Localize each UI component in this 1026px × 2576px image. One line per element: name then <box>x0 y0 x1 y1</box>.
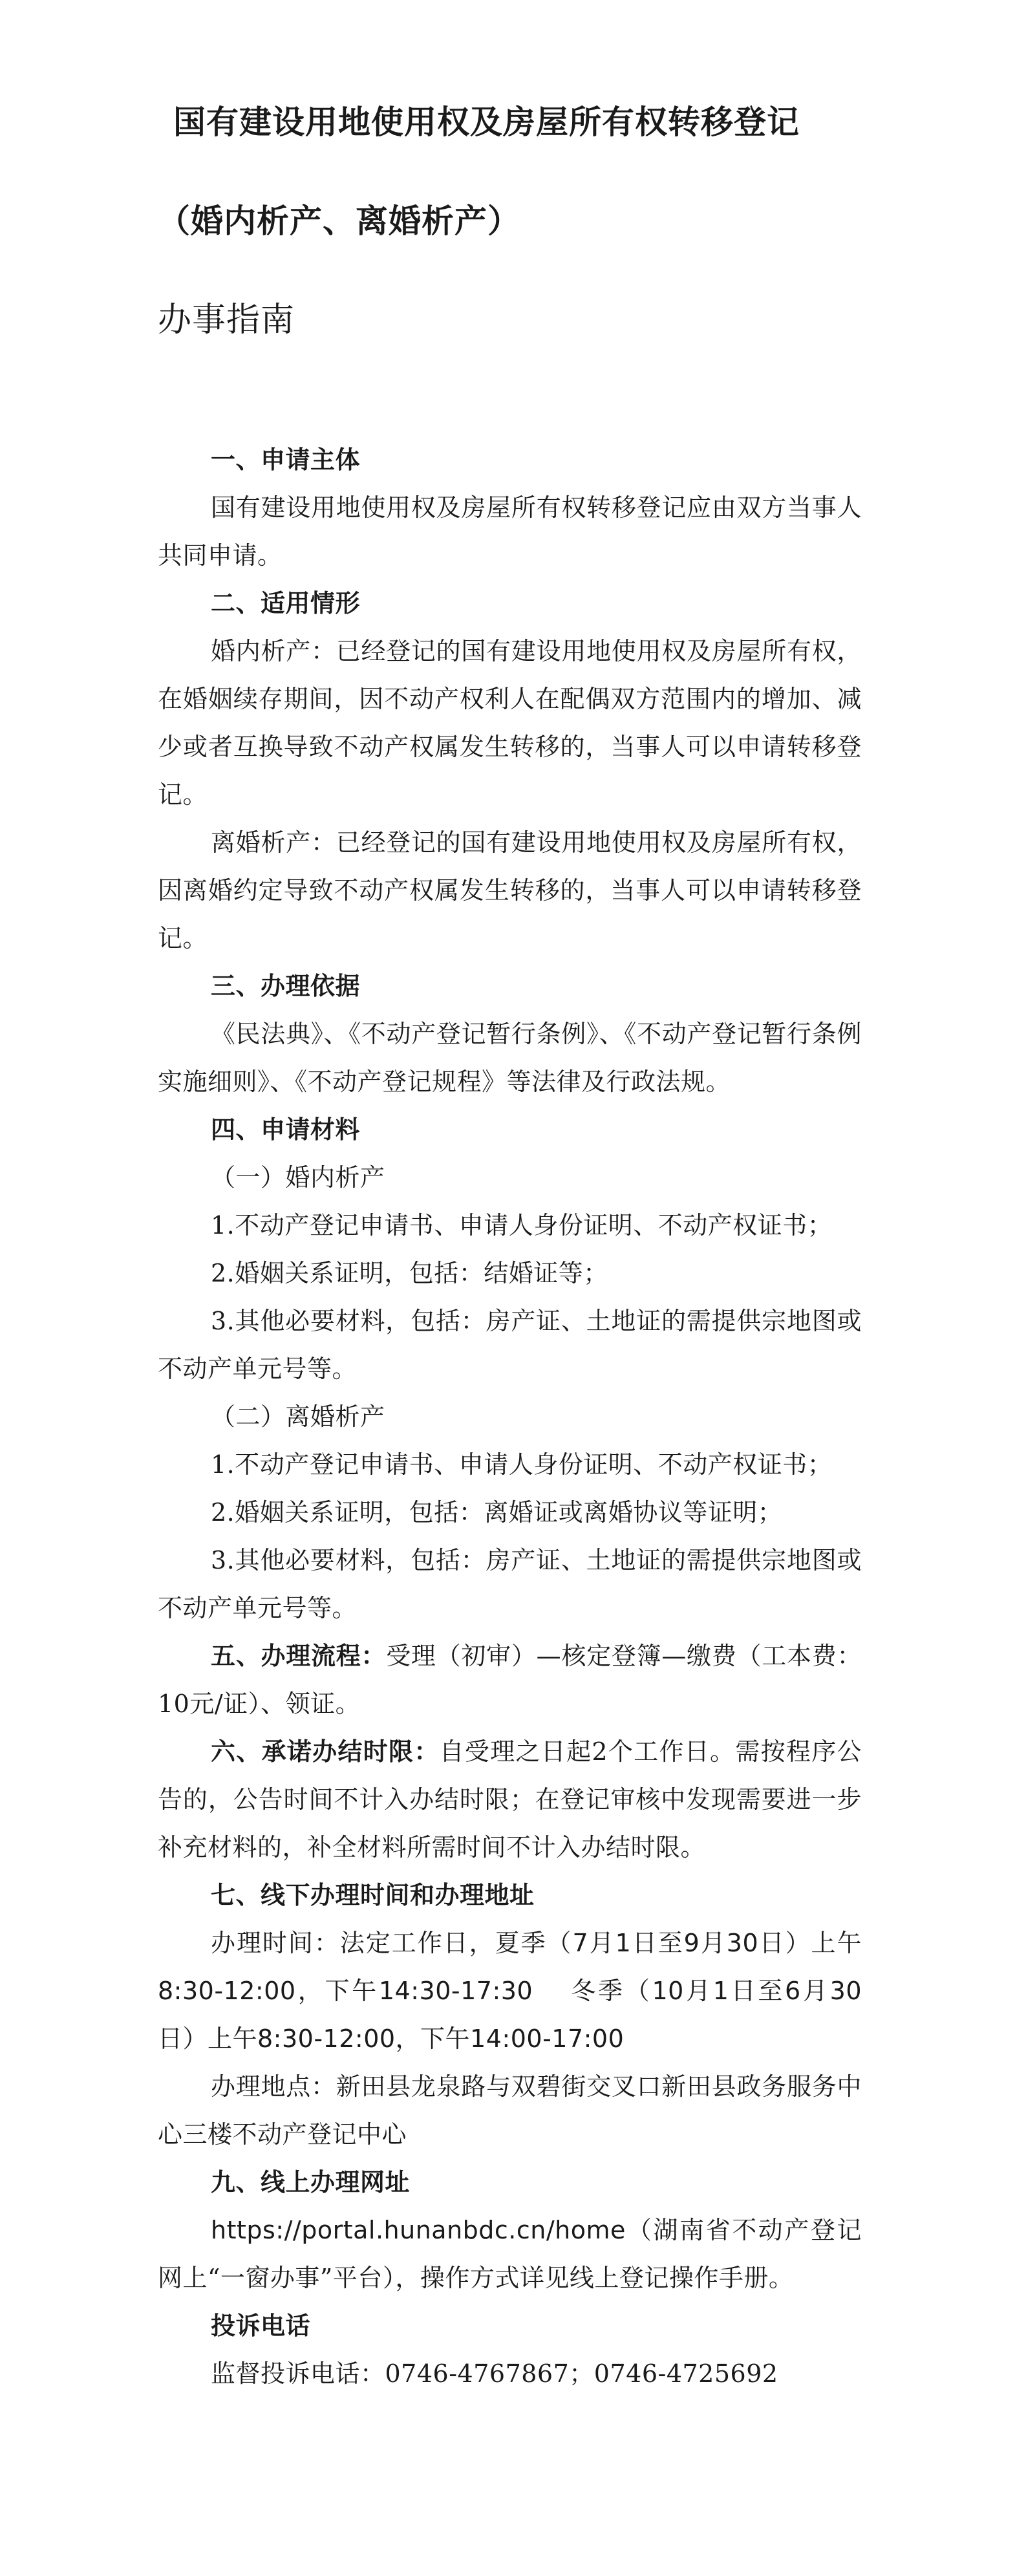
office-address: 办理地点：新田县龙泉路与双碧街交叉口新田县政务服务中心三楼不动产登记中心 <box>158 2072 862 2149</box>
office-hours-summer: 办理时间：法定工作日，夏季（7月1日至9月30日）上午8:30-12:00，下午14:30-17:30 <box>158 1929 862 2005</box>
materials-sub-heading-divorce: （二）离婚析产 <box>211 1402 385 1431</box>
guide-heading: 办事指南 <box>158 301 295 339</box>
section-text-applicant: 国有建设用地使用权及房屋所有权转移登记应由双方当事人共同申请。 <box>158 493 862 570</box>
section-heading-time-limit: 六、承诺办结时限： <box>211 1737 440 1766</box>
section-heading-situations: 二、适用情形 <box>211 589 361 617</box>
section-text-process: 受理（初审）—核定登簿—缴费（工本费：10元/证）、领证。 <box>158 1642 862 1718</box>
section-process <box>158 1632 862 1728</box>
document-subtitle: （婚内析产、离婚析产） <box>158 202 520 240</box>
list-item: 2.婚姻关系证明，包括：离婚证或离婚协议等证明； <box>211 1498 783 1527</box>
list-item: 3.其他必要材料，包括：房产证、土地证的需提供宗地图或不动产单元号等。 <box>158 1307 862 1383</box>
section-text-time-limit: 自受理之日起2个工作日。需按程序公告的，公告时间不计入办结时限；在登记审核中发现需要进一步补充材料的，补全材料所需时间不计入办结时限。 <box>158 1737 862 1862</box>
section-heading-applicant: 一、申请主体 <box>211 445 361 474</box>
list-item: 2.婚姻关系证明，包括：结婚证等； <box>211 1259 608 1287</box>
situation-text: ：已经登记的国有建设用地使用权及房屋所有权，因离婚约定导致不动产权属发生转移的，当事人可以申请转移登记。 <box>158 828 862 952</box>
materials-sub-heading-marital: （一）婚内析产 <box>211 1163 385 1192</box>
situation-divorce-division <box>158 819 862 962</box>
situation-label: 婚内析产 <box>211 637 311 665</box>
online-info <box>158 2206 862 2302</box>
office-hours-winter: 冬季（10月1日至6月30日）上午8:30-12:00，下午14:00-17:00 <box>158 1977 862 2053</box>
section-heading-offline: 七、线下办理时间和办理地址 <box>211 1881 535 1909</box>
document-body <box>158 436 862 2398</box>
situation-text: ：已经登记的国有建设用地使用权及房屋所有权，在婚姻续存期间，因不动产权利人在配偶双方范围内的增加、减少或者互换导致不动产权属发生转移的，当事人可以申请转移登记。 <box>158 637 862 809</box>
online-text: （湖南省不动产登记网上“一窗办事”平台），操作方式详见线上登记操作手册。 <box>158 2216 862 2292</box>
situation-marital-division <box>158 627 862 819</box>
online-url-link[interactable]: https://portal.hunanbdc.cn/home <box>211 2216 626 2244</box>
section-heading-complaint: 投诉电话 <box>211 2312 311 2340</box>
list-item: 3.其他必要材料，包括：房产证、土地证的需提供宗地图或不动产单元号等。 <box>158 1546 862 1622</box>
complaint-phone: 监督投诉电话：0746-4767867；0746-4725692 <box>211 2359 778 2388</box>
section-heading-materials: 四、申请材料 <box>211 1115 361 1144</box>
document-title: 国有建设用地使用权及房屋所有权转移登记 <box>173 103 800 141</box>
list-item: 1.不动产登记申请书、申请人身份证明、不动产权证书； <box>211 1450 833 1479</box>
section-text-basis: 《民法典》、《不动产登记暂行条例》、《不动产登记暂行条例实施细则》、《不动产登记规程》等法律及行政法规。 <box>158 1020 862 1096</box>
office-hours <box>158 1919 862 2063</box>
section-heading-online: 九、线上办理网址 <box>211 2168 411 2196</box>
situation-label: 离婚析产 <box>211 828 311 857</box>
section-time-limit <box>158 1728 862 1871</box>
list-item: 1.不动产登记申请书、申请人身份证明、不动产权证书； <box>211 1211 833 1240</box>
section-heading-process: 五、办理流程： <box>211 1642 387 1670</box>
section-heading-basis: 三、办理依据 <box>211 972 361 1000</box>
